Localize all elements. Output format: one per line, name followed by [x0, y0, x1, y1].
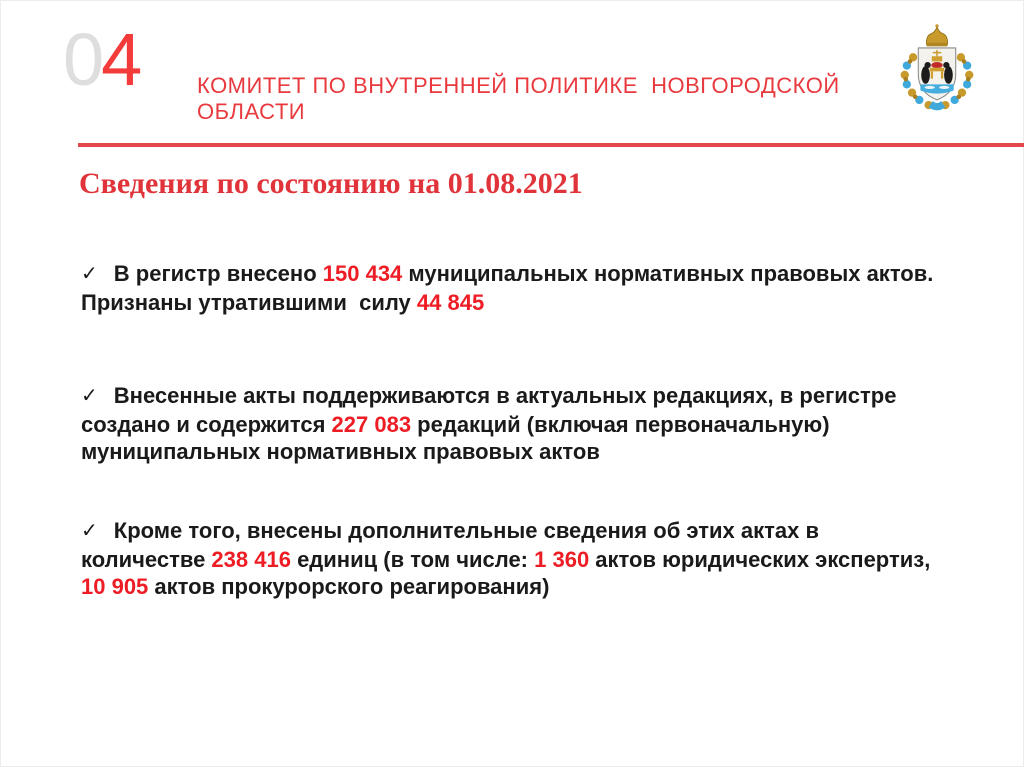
checkmark-icon: ✓ [81, 385, 98, 407]
bullet-text: Кроме того, внесены дополнительные сведения об этих актах в [113, 518, 820, 543]
bullet-list [1, 1, 1023, 766]
bullet-text: единиц (в том числе: [290, 547, 535, 572]
checkmark-icon: ✓ [81, 263, 98, 285]
section-title: Сведения по состоянию на 01.08.2021 [79, 167, 583, 200]
bullet-item [81, 382, 1021, 465]
highlight-number: 238 416 [211, 547, 291, 572]
slide-number-zero: 0 [63, 18, 102, 101]
bullet-text: В регистр внесено [113, 261, 323, 286]
header-title: КОМИТЕТ ПО ВНУТРЕННЕЙ ПОЛИТИКЕ НОВГОРОДСКОЙ ОБЛАСТИ [197, 73, 847, 124]
bullet-item [81, 260, 1021, 316]
highlight-number: 150 434 [322, 261, 403, 286]
bullet-text: муниципальных нормативных правовых актов. [402, 261, 934, 286]
bullet-text: актов прокурорского реагирования) [148, 574, 550, 599]
bullet-text: создано и содержится [81, 412, 332, 437]
highlight-number: 10 905 [81, 574, 149, 599]
bullet-text: Признаны утратившими силу [81, 290, 417, 315]
bullet-text: количестве [81, 547, 212, 572]
bullet-text: Внесенные акты поддерживаются в актуальных редакциях, в регистре [113, 383, 897, 408]
bullet-text: актов юридических экспертиз, [589, 547, 931, 572]
highlight-number: 44 845 [416, 290, 485, 315]
bullet-text: муниципальных нормативных правовых актов [81, 439, 600, 464]
highlight-number: 1 360 [534, 547, 590, 572]
bullet-item [81, 517, 1021, 600]
bullet-text: редакций (включая первоначальную) [411, 412, 830, 437]
slide-number-four: 4 [101, 18, 140, 101]
checkmark-icon: ✓ [81, 520, 98, 542]
highlight-number: 227 083 [331, 412, 412, 437]
